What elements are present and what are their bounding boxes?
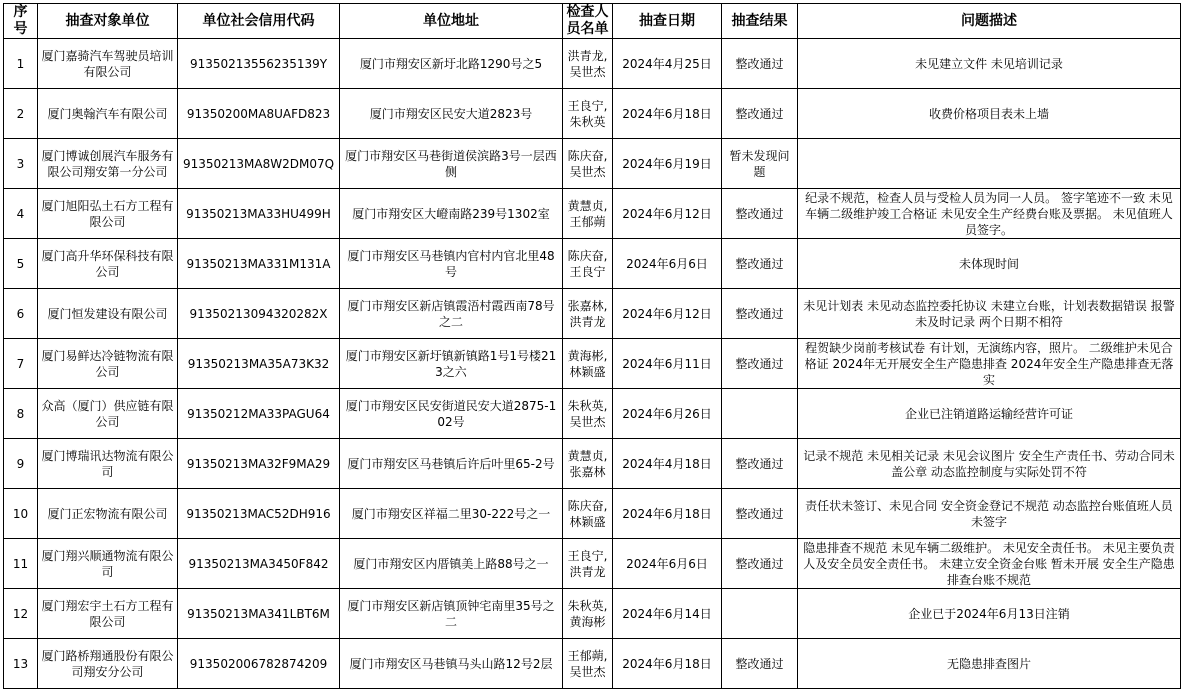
cell-issues: 隐患排查不规范 未见车辆二级维护。 未见安全责任书。 未见主要负责人及安全员安全责任书。 未建立安全资金台账 暂未开展 安全生产隐患排查台账不规范 xyxy=(798,539,1181,589)
cell-address: 厦门市翔安区马巷街道侯滨路3号一层西侧 xyxy=(340,139,563,189)
cell-index: 10 xyxy=(4,489,38,539)
cell-inspectors: 陈庆奋,王良宁 xyxy=(563,239,613,289)
cell-unit: 厦门翔宏宇土石方工程有限公司 xyxy=(38,589,178,639)
table-row xyxy=(4,189,1181,239)
header-issues: 问题描述 xyxy=(798,4,1181,39)
cell-result: 整改通过 xyxy=(722,189,798,239)
cell-issues: 未见计划表 未见动态监控委托协议 未建立台账，计划表数据错误 报警未及时记录 两个日期不相符 xyxy=(798,289,1181,339)
cell-inspectors: 黄海彬,林颖盛 xyxy=(563,339,613,389)
cell-issues: 企业已注销道路运输经营许可证 xyxy=(798,389,1181,439)
cell-date: 2024年6月12日 xyxy=(613,189,722,239)
cell-issues: 未体现时间 xyxy=(798,239,1181,289)
table-row xyxy=(4,389,1181,439)
table-row xyxy=(4,89,1181,139)
cell-inspectors: 黄慧贞,张嘉林 xyxy=(563,439,613,489)
cell-result: 整改通过 xyxy=(722,489,798,539)
cell-result: 暂未发现问题 xyxy=(722,139,798,189)
cell-credit-code: 91350213MA331M131A xyxy=(178,239,340,289)
cell-date: 2024年6月18日 xyxy=(613,89,722,139)
cell-unit: 厦门博诚创展汽车服务有限公司翔安第一分公司 xyxy=(38,139,178,189)
table-body xyxy=(4,39,1181,689)
cell-credit-code: 91350213MAC52DH916 xyxy=(178,489,340,539)
cell-credit-code: 91350213MA3450F842 xyxy=(178,539,340,589)
cell-index: 12 xyxy=(4,589,38,639)
cell-address: 厦门市翔安区民安街道民安大道2875-102号 xyxy=(340,389,563,439)
cell-index: 5 xyxy=(4,239,38,289)
cell-address: 厦门市翔安区马巷镇内官村内官北里48号 xyxy=(340,239,563,289)
cell-address: 厦门市翔安区祥福二里30-222号之一 xyxy=(340,489,563,539)
cell-inspectors: 张嘉林,洪青龙 xyxy=(563,289,613,339)
cell-issues: 企业已于2024年6月13日注销 xyxy=(798,589,1181,639)
table-row xyxy=(4,439,1181,489)
cell-unit: 厦门嘉骑汽车驾驶员培训有限公司 xyxy=(38,39,178,89)
cell-unit: 厦门高升华环保科技有限公司 xyxy=(38,239,178,289)
cell-address: 厦门市翔安区内厝镇美上路88号之一 xyxy=(340,539,563,589)
cell-credit-code: 91350213556235139Y xyxy=(178,39,340,89)
cell-unit: 厦门旭阳弘土石方工程有限公司 xyxy=(38,189,178,239)
cell-inspectors: 王良宁,朱秋英 xyxy=(563,89,613,139)
header-index: 序号 xyxy=(4,4,38,39)
cell-issues: 责任状未签订、未见合同 安全资金登记不规范 动态监控台账值班人员未签字 xyxy=(798,489,1181,539)
cell-index: 11 xyxy=(4,539,38,589)
cell-date: 2024年4月25日 xyxy=(613,39,722,89)
cell-inspectors: 王郁蒴,吴世杰 xyxy=(563,639,613,689)
cell-credit-code: 91350213MA341LBT6M xyxy=(178,589,340,639)
cell-date: 2024年6月18日 xyxy=(613,489,722,539)
cell-inspectors: 朱秋英,黄海彬 xyxy=(563,589,613,639)
cell-address: 厦门市翔安区民安大道2823号 xyxy=(340,89,563,139)
inspection-table xyxy=(3,3,1181,689)
cell-inspectors: 陈庆奋,林颖盛 xyxy=(563,489,613,539)
header-unit: 抽查对象单位 xyxy=(38,4,178,39)
cell-issues: 纪录不规范，检查人员与受检人员为同一人员。 签字笔迹不一致 未见车辆二级维护竣工合格证 未见安全生产经费台账及票据。 未见值班人员签字。 xyxy=(798,189,1181,239)
cell-inspectors: 朱秋英,吴世杰 xyxy=(563,389,613,439)
cell-credit-code: 91350213MA8W2DM07Q xyxy=(178,139,340,189)
cell-unit: 厦门正宏物流有限公司 xyxy=(38,489,178,539)
header-credit-code: 单位社会信用代码 xyxy=(178,4,340,39)
table-row xyxy=(4,589,1181,639)
cell-address: 厦门市翔安区马巷镇马头山路12号2层 xyxy=(340,639,563,689)
cell-address: 厦门市翔安区新店镇顶钟宅南里35号之二 xyxy=(340,589,563,639)
cell-result: 整改通过 xyxy=(722,239,798,289)
cell-inspectors: 黄慧贞,王郁蒴 xyxy=(563,189,613,239)
cell-date: 2024年6月12日 xyxy=(613,289,722,339)
cell-date: 2024年6月19日 xyxy=(613,139,722,189)
cell-date: 2024年6月26日 xyxy=(613,389,722,439)
cell-issues: 程贺缺少岗前考核试卷 有计划，无演练内容，照片。 二级维护未见合格证 2024年无开展安全生产隐患排查 2024年安全生产隐患排查无落实 xyxy=(798,339,1181,389)
cell-unit: 厦门翔兴顺通物流有限公司 xyxy=(38,539,178,589)
cell-result: 整改通过 xyxy=(722,339,798,389)
cell-index: 6 xyxy=(4,289,38,339)
table-row xyxy=(4,289,1181,339)
header-date: 抽查日期 xyxy=(613,4,722,39)
cell-credit-code: 91350212MA33PAGU64 xyxy=(178,389,340,439)
cell-inspectors: 洪青龙,吴世杰 xyxy=(563,39,613,89)
cell-unit: 厦门奥翰汽车有限公司 xyxy=(38,89,178,139)
cell-unit: 厦门路桥翔通股份有限公司翔安分公司 xyxy=(38,639,178,689)
cell-index: 9 xyxy=(4,439,38,489)
cell-index: 8 xyxy=(4,389,38,439)
cell-issues: 无隐患排查图片 xyxy=(798,639,1181,689)
cell-credit-code: 91350200MA8UAFD823 xyxy=(178,89,340,139)
cell-address: 厦门市翔安区大嶝南路239号1302室 xyxy=(340,189,563,239)
cell-result: 整改通过 xyxy=(722,539,798,589)
cell-index: 13 xyxy=(4,639,38,689)
header-result: 抽查结果 xyxy=(722,4,798,39)
cell-credit-code: 91350213094320282X xyxy=(178,289,340,339)
table-row xyxy=(4,39,1181,89)
cell-credit-code: 91350213MA35A73K32 xyxy=(178,339,340,389)
header-address: 单位地址 xyxy=(340,4,563,39)
cell-issues: 未见建立文件 未见培训记录 xyxy=(798,39,1181,89)
cell-result: 整改通过 xyxy=(722,639,798,689)
cell-result: 整改通过 xyxy=(722,39,798,89)
cell-address: 厦门市翔安区新店镇霞浯村霞西南78号之二 xyxy=(340,289,563,339)
cell-issues: 记录不规范 未见相关记录 未见会议图片 安全生产责任书、劳动合同未盖公章 动态监控制度与实际处罚不符 xyxy=(798,439,1181,489)
table-row xyxy=(4,339,1181,389)
cell-index: 2 xyxy=(4,89,38,139)
table-row xyxy=(4,239,1181,289)
cell-result xyxy=(722,389,798,439)
table-row xyxy=(4,639,1181,689)
cell-result: 整改通过 xyxy=(722,89,798,139)
cell-result xyxy=(722,589,798,639)
table-row xyxy=(4,489,1181,539)
cell-credit-code: 913502006782874209 xyxy=(178,639,340,689)
cell-address: 厦门市翔安区新圩北路1290号之5 xyxy=(340,39,563,89)
header-inspectors: 检查人员名单 xyxy=(563,4,613,39)
cell-date: 2024年6月6日 xyxy=(613,239,722,289)
cell-unit: 众高（厦门）供应链有限公司 xyxy=(38,389,178,439)
cell-date: 2024年6月11日 xyxy=(613,339,722,389)
cell-credit-code: 91350213MA33HU499H xyxy=(178,189,340,239)
cell-index: 3 xyxy=(4,139,38,189)
cell-unit: 厦门易鲜达冷链物流有限公司 xyxy=(38,339,178,389)
cell-credit-code: 91350213MA32F9MA29 xyxy=(178,439,340,489)
cell-inspectors: 王良宁,洪青龙 xyxy=(563,539,613,589)
cell-unit: 厦门博瑞讯达物流有限公司 xyxy=(38,439,178,489)
cell-address: 厦门市翔安区马巷镇后许后叶里65-2号 xyxy=(340,439,563,489)
cell-index: 4 xyxy=(4,189,38,239)
cell-inspectors: 陈庆奋,吴世杰 xyxy=(563,139,613,189)
cell-issues xyxy=(798,139,1181,189)
cell-date: 2024年6月14日 xyxy=(613,589,722,639)
cell-unit: 厦门恒发建设有限公司 xyxy=(38,289,178,339)
cell-date: 2024年4月18日 xyxy=(613,439,722,489)
header-row xyxy=(4,4,1181,39)
cell-date: 2024年6月18日 xyxy=(613,639,722,689)
cell-result: 整改通过 xyxy=(722,439,798,489)
cell-address: 厦门市翔安区新圩镇新镇路1号1号楼213之六 xyxy=(340,339,563,389)
cell-issues: 收费价格项目表未上墙 xyxy=(798,89,1181,139)
cell-index: 1 xyxy=(4,39,38,89)
table-row xyxy=(4,539,1181,589)
cell-date: 2024年6月6日 xyxy=(613,539,722,589)
cell-index: 7 xyxy=(4,339,38,389)
cell-result: 整改通过 xyxy=(722,289,798,339)
table-row xyxy=(4,139,1181,189)
